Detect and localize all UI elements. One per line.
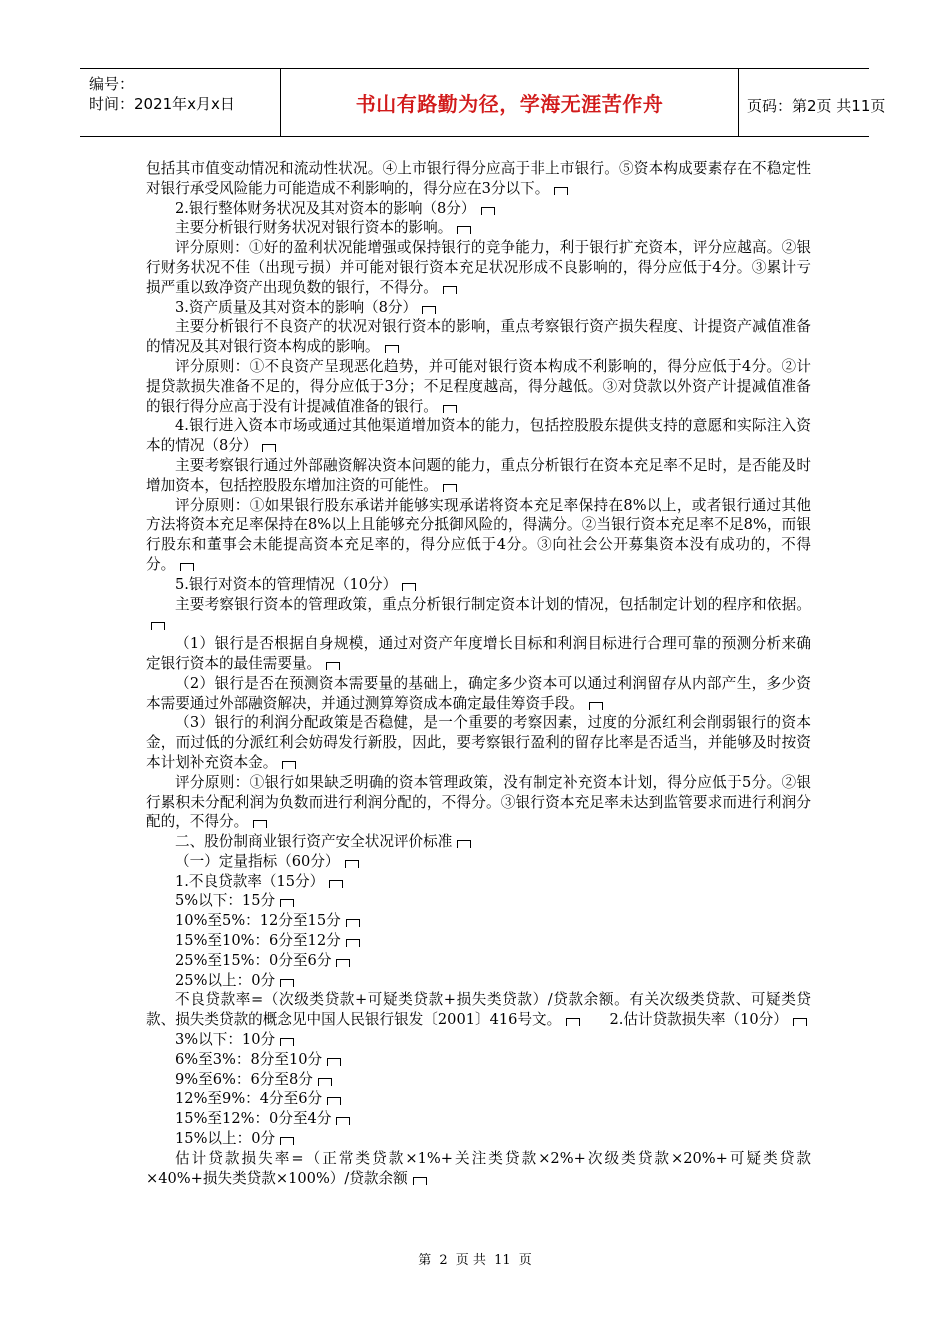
paragraph bbox=[146, 575, 811, 595]
paragraph-text: 评分原则：①如果银行股东承诺并能够实现承诺将资本充足率保持在8%以上，或者银行通过其他方法将资本充足率保持在8%以上且能够充分抵御风险的，得满分。②当银行资本充足率不足8%，而银行股东和董事会未能提高资本充足率的，得分应低于4分。③向社会公开募集资本没有成功的，不得分。 bbox=[146, 496, 811, 573]
paragraph-mark-icon bbox=[443, 286, 457, 294]
paragraph-mark-icon bbox=[318, 1078, 332, 1086]
footer-mid: 页 共 bbox=[455, 1253, 486, 1268]
paragraph-text: 不良贷款率=（次级类贷款+可疑类贷款+损失类贷款）/贷款余额。有关次级类贷款、可疑类贷款、损失类贷款的概念见中国人民银行银发〔2001〕416号文。 bbox=[146, 991, 811, 1029]
paragraph-mark-icon bbox=[457, 226, 471, 234]
paragraph bbox=[146, 891, 811, 911]
paragraph-mark-icon bbox=[443, 484, 457, 492]
paragraph bbox=[146, 971, 811, 991]
paragraph-mark-icon bbox=[180, 563, 194, 571]
footer-prefix: 第 bbox=[418, 1253, 432, 1268]
paragraph bbox=[146, 911, 811, 931]
paragraph-mark-icon bbox=[589, 702, 603, 710]
paragraph-suffix-text: 2.估计贷款损失率（10分） bbox=[580, 1011, 788, 1029]
paragraph-mark-icon bbox=[151, 622, 165, 630]
paragraph-text: 主要分析银行财务状况对银行资本的影响。 bbox=[175, 219, 453, 237]
paragraph-text: 评分原则：①银行如果缺乏明确的资本管理政策，没有制定补充资本计划，得分应低于5分。②银行累积未分配利润为负数而进行利润分配的，不得分。③银行资本充足率未达到监管要求而进行利润分配的，不得分。 bbox=[146, 773, 811, 831]
paragraph-mark-icon bbox=[385, 345, 399, 353]
paragraph bbox=[146, 317, 811, 357]
paragraph bbox=[146, 872, 811, 892]
paragraph-mark-icon bbox=[326, 662, 340, 670]
paragraph-mark-icon bbox=[262, 444, 276, 452]
paragraph-mark-icon bbox=[327, 1058, 341, 1066]
paragraph-mark-icon bbox=[554, 187, 568, 195]
paragraph bbox=[146, 1089, 811, 1109]
paragraph-text: 3%以下：10分 bbox=[175, 1031, 276, 1049]
paragraph-text: 6%至3%：8分至10分 bbox=[175, 1050, 323, 1068]
paragraph-text: 评分原则：①不良资产呈现恶化趋势，并可能对银行资本构成不利影响的，得分应低于4分。②计提贷款损失准备不足的，得分应低于3分；不足程度越高，得分越低。③对贷款以外资产计提减值准备的银行得分应高于没有计提减值准备的银行。 bbox=[146, 357, 811, 415]
paragraph bbox=[146, 1149, 811, 1189]
paragraph-text: 包括其市值变动情况和流动性状况。④上市银行得分应高于非上市银行。⑤资本构成要素存在不稳定性对银行承受风险能力可能造成不利影响的，得分应在3分以下。 bbox=[146, 160, 811, 197]
paragraph-text: 评分原则：①好的盈利状况能增强或保持银行的竞争能力，利于银行扩充资本，评分应越高。②银行财务状况不佳（出现亏损）并可能对银行资本充足状况形成不良影响的，得分应低于4分。③累计亏损严重以致净资产出现负数的银行，不得分。 bbox=[146, 239, 811, 296]
paragraph-text: 10%至5%：12分至15分 bbox=[175, 912, 341, 930]
paragraph-text: 15%至10%：6分至12分 bbox=[175, 932, 341, 950]
paragraph bbox=[146, 496, 811, 575]
paragraph-mark-icon bbox=[443, 405, 457, 413]
paragraph-mark-icon bbox=[253, 820, 267, 828]
paragraph bbox=[146, 218, 811, 238]
paragraph bbox=[146, 456, 811, 496]
paragraph bbox=[146, 852, 811, 872]
footer-page-number: 2 bbox=[439, 1253, 448, 1268]
paragraph bbox=[146, 832, 811, 852]
paragraph-mark-icon bbox=[422, 306, 436, 314]
paragraph-mark-icon bbox=[413, 1177, 427, 1185]
paragraph-mark-icon bbox=[336, 959, 350, 967]
paragraph-text: 4.银行进入资本市场或通过其他渠道增加资本的能力，包括控股股东提供支持的意愿和实际注入资本的情况（8分） bbox=[146, 417, 811, 455]
paragraph-mark-icon bbox=[793, 1018, 807, 1026]
header-meta bbox=[80, 69, 280, 136]
paragraph bbox=[146, 1109, 811, 1129]
document-body bbox=[146, 159, 811, 1188]
paragraph-text: 2.银行整体财务状况及其对资本的影响（8分） bbox=[175, 199, 476, 217]
paragraph bbox=[146, 1070, 811, 1090]
header-divider bbox=[738, 69, 739, 136]
paragraph-mark-icon bbox=[566, 1018, 580, 1026]
paragraph-mark-icon bbox=[402, 583, 416, 591]
paragraph bbox=[146, 951, 811, 971]
paragraph bbox=[146, 298, 811, 318]
paragraph-text: 主要分析银行不良资产的状况对银行资本的影响，重点考察银行资产损失程度、计提资产减值准备的情况及其对银行资本构成的影响。 bbox=[146, 318, 811, 356]
paragraph-text: 5.银行对资本的管理情况（10分） bbox=[175, 575, 398, 593]
paragraph-text: （1）银行是否根据自身规模，通过对资产年度增长目标和利润目标进行合理可靠的预测分析来确定银行资本的最佳需要量。 bbox=[146, 635, 811, 672]
paragraph bbox=[146, 595, 811, 635]
doc-date-label: 时间：2021年x月x日 bbox=[89, 95, 235, 113]
paragraph-mark-icon bbox=[346, 939, 360, 947]
paragraph-text: 15%至12%：0分至4分 bbox=[175, 1110, 332, 1128]
paragraph-mark-icon bbox=[457, 840, 471, 848]
paragraph bbox=[146, 199, 811, 219]
paragraph-mark-icon bbox=[280, 1038, 294, 1046]
paragraph bbox=[146, 238, 811, 297]
paragraph-text: 二、股份制商业银行资产安全状况评价标准 bbox=[175, 833, 453, 851]
paragraph bbox=[146, 1129, 811, 1149]
paragraph-mark-icon bbox=[280, 1137, 294, 1145]
paragraph-text: 估计贷款损失率=（正常类贷款×1%+关注类贷款×2%+次级类贷款×20%+可疑类贷款×40%+损失类贷款×100%）/贷款余额 bbox=[146, 1149, 811, 1187]
paragraph-text: 12%至9%：4分至6分 bbox=[175, 1090, 323, 1108]
paragraph-text: 主要考察银行通过外部融资解决资本问题的能力，重点分析银行在资本充足率不足时，是否能及时增加资本，包括控股股东增加注资的可能性。 bbox=[146, 456, 811, 494]
paragraph-text: 15%以上：0分 bbox=[175, 1130, 276, 1148]
paragraph-mark-icon bbox=[345, 860, 359, 868]
paragraph-mark-icon bbox=[481, 207, 495, 215]
paragraph bbox=[146, 634, 811, 674]
paragraph-mark-icon bbox=[327, 1097, 341, 1105]
paragraph-text: 9%至6%：6分至8分 bbox=[175, 1070, 313, 1088]
page-footer bbox=[0, 1249, 950, 1268]
paragraph-mark-icon bbox=[280, 979, 294, 987]
header-page-info: 页码：第2页 共11页 bbox=[747, 97, 886, 115]
paragraph bbox=[146, 773, 811, 832]
footer-suffix: 页 bbox=[518, 1253, 532, 1268]
paragraph bbox=[146, 674, 811, 714]
paragraph-mark-icon bbox=[282, 761, 296, 769]
paragraph-mark-icon bbox=[336, 1117, 350, 1125]
paragraph bbox=[146, 1050, 811, 1070]
page-header bbox=[80, 68, 886, 137]
paragraph-text: 25%至15%：0分至6分 bbox=[175, 951, 332, 969]
paragraph-text: （一）定量指标（60分） bbox=[175, 852, 340, 870]
paragraph-text: （3）银行的利润分配政策是否稳健，是一个重要的考察因素，过度的分派红利会削弱银行的资本金，而过低的分派红利会妨碍发行新股，因此，要考察银行盈利的留存比率是否适当，并能够及时按资本计划补充资本金。 bbox=[146, 714, 811, 771]
paragraph bbox=[146, 990, 811, 1030]
paragraph-text: 主要考察银行资本的管理政策，重点分析银行制定资本计划的情况，包括制定计划的程序和依据。 bbox=[175, 595, 811, 613]
paragraph-mark-icon bbox=[346, 919, 360, 927]
paragraph-text: 25%以上：0分 bbox=[175, 971, 276, 989]
paragraph-text: （2）银行是否在预测资本需要量的基础上，确定多少资本可以通过利润留存从内部产生，多少资本需要通过外部融资解决，并通过测算筹资成本确定最佳筹资手段。 bbox=[146, 674, 811, 712]
paragraph-mark-icon bbox=[280, 899, 294, 907]
paragraph-text: 1.不良贷款率（15分） bbox=[175, 872, 325, 890]
footer-page-total: 11 bbox=[494, 1253, 511, 1268]
paragraph bbox=[146, 931, 811, 951]
paragraph bbox=[146, 357, 811, 416]
paragraph-mark-icon bbox=[329, 880, 343, 888]
paragraph bbox=[146, 1030, 811, 1050]
header-motto: 书山有路勤为径，学海无涯苦作舟 bbox=[355, 92, 664, 116]
doc-number-label: 编号： bbox=[89, 75, 135, 93]
paragraph-text: 5%以下：15分 bbox=[175, 892, 276, 910]
paragraph-text: 3.资产质量及其对资本的影响（8分） bbox=[175, 298, 418, 316]
paragraph bbox=[146, 159, 811, 199]
paragraph bbox=[146, 416, 811, 456]
paragraph bbox=[146, 713, 811, 772]
